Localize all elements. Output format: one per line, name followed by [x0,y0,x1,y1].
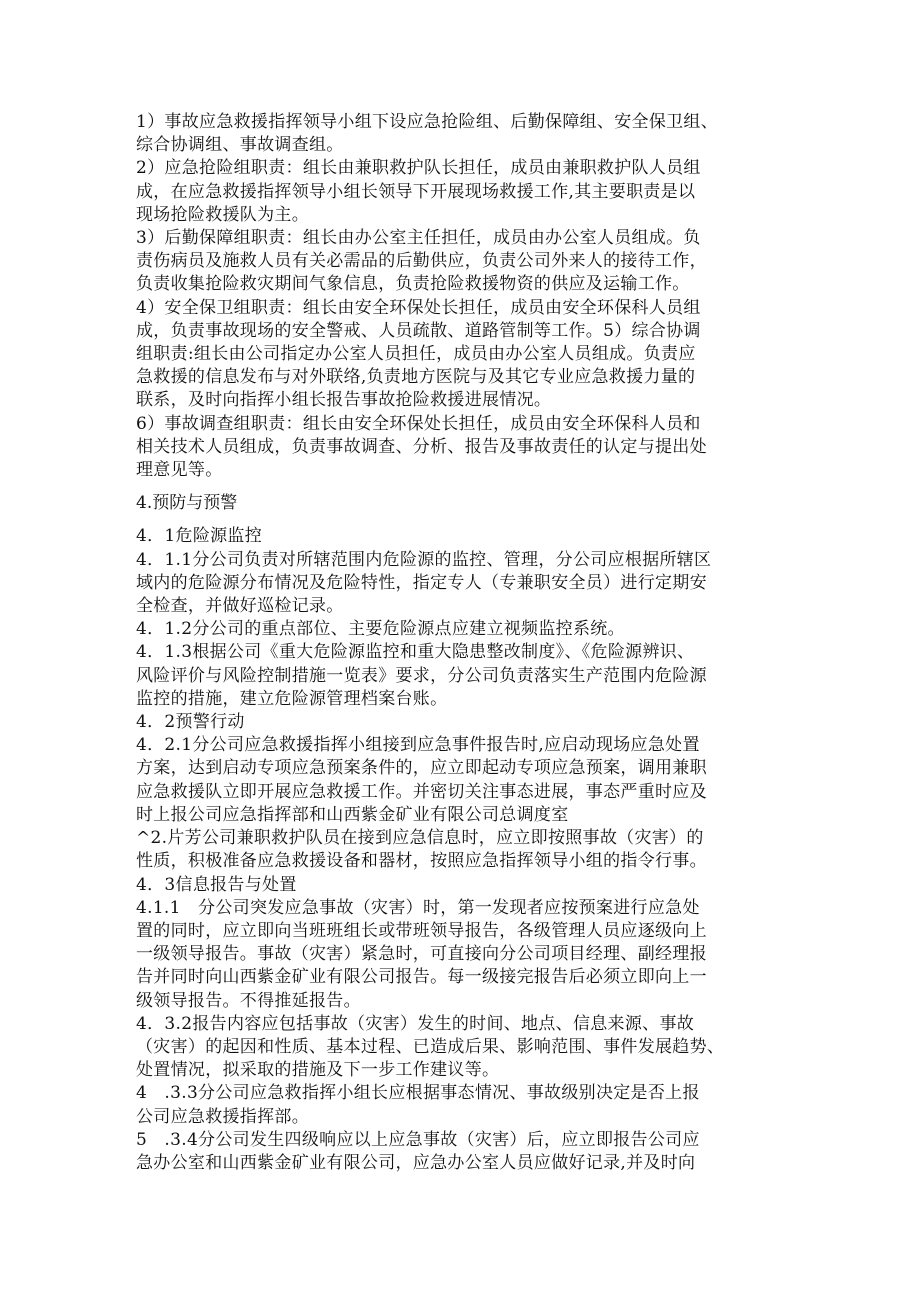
text-line: ^2.片芳公司兼职救护队员在接到应急信息时，应立即按照事故（灾害）的 [136,828,704,849]
text-line: 负责收集抢险救灾期间气象信息，负责抢险救援物资的供应及运输工作。 [136,274,690,295]
text-line: 3）后勤保障组职责：组长由办公室主任担任，成员由办公室人员组成。负 [136,228,701,249]
text-line: 一级领导报告。事故（灾害）紧急时，可直接向分公司项目经理、副经理报 [136,944,707,965]
text-line: 6）事故调查组职责：组长由安全环保处长担任，成员由安全环保科人员和 [136,413,701,434]
subsection-heading: 4．3信息报告与处置 [136,874,297,895]
text-line: 应急救援队立即开展应急救援工作。并密切关注事态进展，事态严重时应及 [136,781,707,802]
text-line: 组职责:组长由公司指定办公室人员担任，成员由办公室人员组成。负责应 [136,344,696,365]
text-line: 时上报公司应急指挥部和山西紫金矿业有限公司总调度室 [136,804,569,825]
text-line: 4．2.1分公司应急救援指挥小组接到应急事件报告时,应启动现场应急处置 [136,735,700,756]
subsection-heading: 4．2预警行动 [136,712,245,733]
text-line: 联系，及时向指挥小组长报告事故抢险救援进展情况。 [136,390,552,411]
text-line: 方案，达到启动专项应急预案条件的，应立即起动专项应急预案，调用兼职 [136,758,707,779]
text-line: 4 .3.3分公司应急救指挥小组长应根据事态情况、事故级别决定是否上报 [136,1083,700,1104]
text-line: 告并同时向山西紫金矿业有限公司报告。每一级接完报告后必须立即向上一 [136,967,707,988]
text-line: 公司应急救援指挥部。 [136,1106,309,1127]
text-line: 急救援的信息发布与对外联络,负责地方医院与及其它专业应急救援力量的 [136,367,696,388]
text-line: （灾害）的起因和性质、基本过程、已造成后果、影响范围、事件发展趋势、 [136,1036,725,1057]
text-line: 4．1.3根据公司《重大危险源监控和重大隐患整改制度》、《危险源辨识、 [136,642,695,663]
text-line: 4．1.1分公司负责对所辖范围内危险源的监控、管理，分公司应根据所辖区 [136,549,712,570]
section-heading: 4.预防与预警 [136,493,238,514]
text-line: 相关技术人员组成，负责事故调查、分析、报告及事故责任的认定与提出处 [136,436,707,457]
text-line: 急办公室和山西紫金矿业有限公司，应急办公室人员应做好记录,并及时向 [136,1152,696,1173]
text-line: 5 .3.4分公司发生四级响应以上应急事故（灾害）后，应立即报告公司应 [136,1129,700,1150]
text-line: 1）事故应急救援指挥领导小组下设应急抢险组、后勤保障组、安全保卫组、 [136,112,719,132]
text-line: 4．1.2分公司的重点部位、主要危险源点应建立视频监控系统。 [136,619,625,640]
text-line: 风险评价与风险控制措施一览表》要求，分公司负责落实生产范围内危险源 [136,665,707,686]
subsection-heading: 4．1危险源监控 [136,526,263,547]
text-line: 4．3.2报告内容应包括事故（灾害）发生的时间、地点、信息来源、事故 [136,1013,695,1034]
text-line: 综合协调组、事故调查组。 [136,135,344,156]
text-line: 成，负责事故现场的安全警戒、人员疏散、道路管制等工作。5）综合协调 [136,320,701,341]
text-line: 性质，积极准备应急救援设备和器材，按照应急指挥领导小组的指令行事。 [136,851,707,872]
text-line: 理意见等。 [136,460,223,481]
text-line: 责伤病员及施救人员有关必需品的后勤供应，负责公司外来人的接待工作， [136,251,707,272]
text-line: 域内的危险源分布情况及危险特性，指定专人（专兼职安全员）进行定期安 [136,572,707,593]
text-line: 成，在应急救援指挥领导小组长领导下开展现场救援工作,其主要职责是以 [136,181,696,202]
text-line: 全检查，并做好巡检记录。 [136,596,344,617]
text-line: 监控的措施，建立危险源管理档案台账。 [136,688,448,709]
text-line: 4）安全保卫组职责：组长由安全环保处长担任，成员由安全环保科人员组 [136,297,701,318]
text-line: 置的同时，应立即向当班班组长或带班领导报告，各级管理人员应逐级向上 [136,920,707,941]
text-line: 处置情况，拟采取的措施及下一步工作建议等。 [136,1060,500,1081]
text-line: 4.1.1 分公司突发应急事故（灾害）时，第一发现者应按预案进行应急处 [136,897,700,918]
document-body [136,111,796,1175]
text-line: 现场抢险救援队为主。 [136,204,309,225]
text-line: 级领导报告。不得推延报告。 [136,990,361,1011]
text-line: 2）应急抢险组职责：组长由兼职救护队长担任，成员由兼职救护队人员组 [136,158,701,179]
